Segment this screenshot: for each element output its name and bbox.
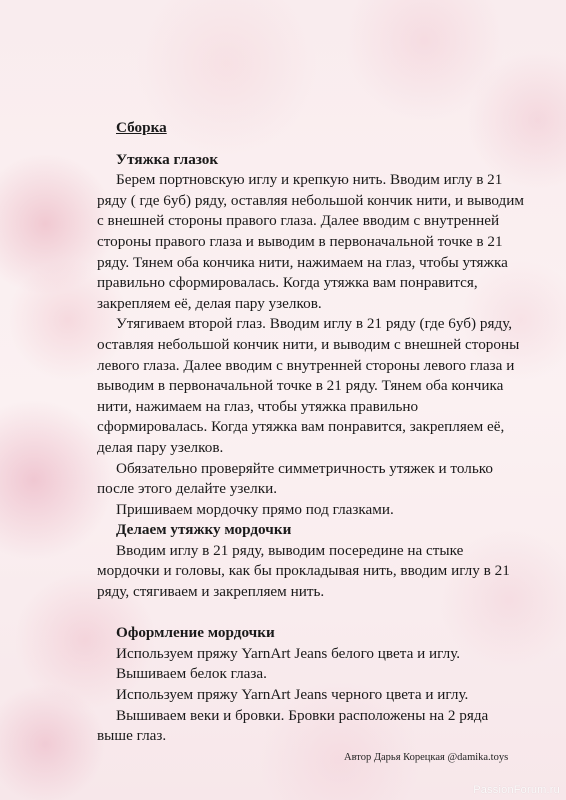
document-body	[97, 118, 527, 747]
paragraph: Вышиваем веки и бровки. Бровки расположены на 2 ряда выше глаз.	[97, 706, 489, 745]
paragraph: Обязательно проверяйте симметричность утяжек и только после этого делайте узелки.	[97, 459, 493, 498]
author-credit: Автор Дарья Корецкая @damika.toys	[344, 752, 509, 763]
paragraph: Вводим иглу в 21 ряду, выводим посередине на стыке мордочки и головы, как бы прокладывая нить, вводим иглу в 21 ряду, стягиваем и закрепляем нить.	[97, 541, 510, 601]
paragraph: Вышиваем белок глаза.	[116, 665, 267, 683]
page-title: Сборка	[116, 119, 167, 136]
section-heading-muzzle-decoration: Оформление мордочки	[116, 624, 275, 642]
site-watermark: PassionForum.ru	[473, 784, 560, 796]
paragraph: Утягиваем второй глаз. Вводим иглу в 21 ряду (где 6уб) ряду, оставляя небольшой кончик нити, и выводим с внешней стороны левого глаза. Далее вводим с внутренней стороны левого глаза и выводим в первоначальной точке в 21 ряду. Тянем оба кончика нити, нажимаем на глаз, чтобы утяжка правильно сформировалась. Когда утяжка вам понравится, закрепляем её, делая пару узелков.	[97, 315, 520, 456]
paragraph: Пришиваем мордочку прямо под глазками.	[116, 500, 394, 518]
section-heading-eyes: Утяжка глазок	[116, 150, 219, 168]
paragraph: Используем пряжу YarnArt Jeans белого цвета и иглу.	[116, 644, 461, 662]
spacer	[97, 603, 527, 624]
paragraph: Используем пряжу YarnArt Jeans черного цвета и иглу.	[116, 686, 469, 704]
section-heading-muzzle-tightening: Делаем утяжку мордочки	[116, 521, 292, 539]
paragraph: Берем портновскую иглу и крепкую нить. Вводим иглу в 21 ряду ( где 6уб) ряду, оставляя небольшой кончик нити, и выводим с внешней стороны правого глаза. Далее вводим с внутренней стороны правого глаза и выводим в первоначальной точке в 21 ряду. Тянем оба кончика нити, нажимаем на глаз, чтобы утяжка правильно сформировалась. Когда утяжка вам понравится, закрепляем её, делая пару узелков.	[97, 171, 525, 312]
